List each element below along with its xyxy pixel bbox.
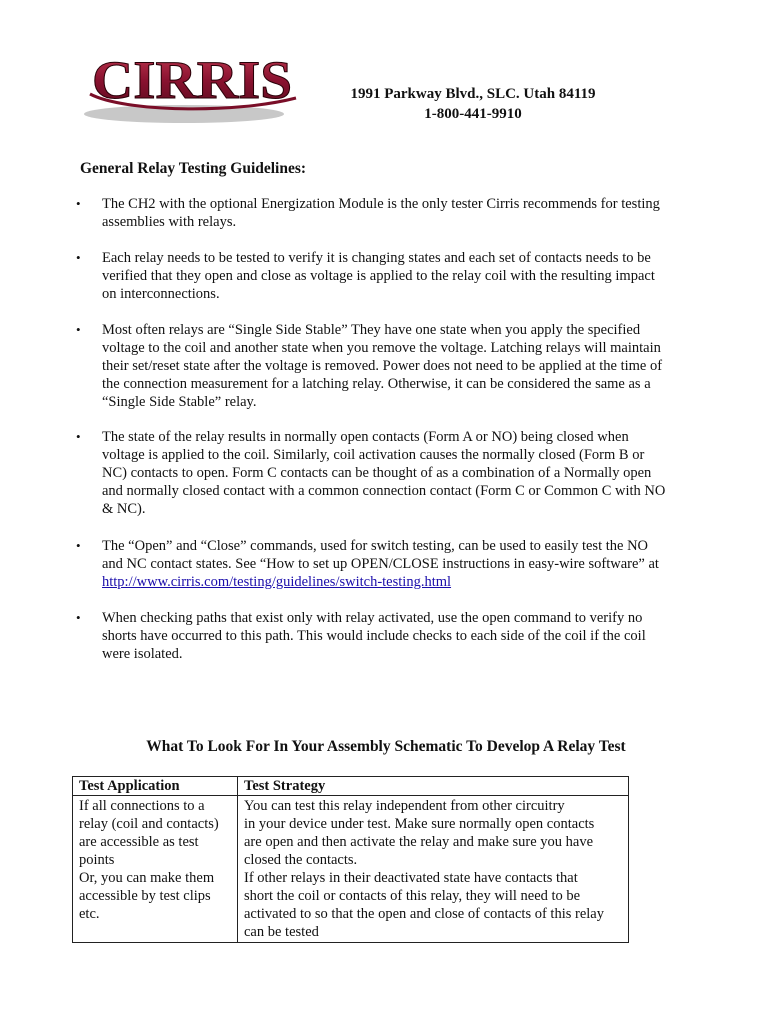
text-line: • Most often relays are “Single Side Stable” They have one state when you apply the specified (102, 322, 641, 338)
column-header-test-application: Test Application (73, 777, 238, 796)
column-header-test-strategy: Test Strategy (238, 777, 629, 796)
text-line: If other relays in their deactivated state have contacts that (244, 870, 578, 886)
company-address (318, 84, 628, 124)
text-line: shorts have occurred to this path. This would include checks to each side of the coil if the coil (102, 628, 646, 644)
guideline-item (76, 321, 696, 411)
cirris-logo (84, 54, 300, 130)
guideline-item (76, 609, 696, 663)
text-line: and normally closed contact with a common connection contact (Form C or Common C with NO (102, 483, 666, 499)
table-row (73, 796, 629, 943)
text-line: can be tested (244, 924, 319, 940)
text-line: short the coil or contacts of this relay, they will need to be (244, 888, 581, 904)
test-application-cell (73, 796, 238, 943)
phone-number: 1-800-441-9910 (424, 106, 522, 122)
text-line: assemblies with relays. (102, 214, 237, 230)
text-line: Or, you can make them (79, 870, 215, 886)
text-line: You can test this relay independent from other circuitry (244, 798, 565, 814)
text-line: • The state of the relay results in normally open contacts (Form A or NO) being closed when (102, 429, 629, 445)
guidelines-list (76, 195, 696, 681)
text-line: are open and then activate the relay and make sure you have (244, 834, 594, 850)
text-line: activated to so that the open and close of contacts of this relay (244, 906, 604, 922)
text-line: NC) contacts to open. Form C contacts can be thought of as a combination of a Normally open (102, 465, 652, 481)
guideline-item (76, 537, 696, 591)
text-line: “Single Side Stable” relay. (102, 394, 257, 410)
text-line: the connection measurement for a latching relay. Otherwise, it can be considered the same as a (102, 376, 651, 392)
logo-wordmark: CIRRIS (92, 54, 292, 110)
text-line: If all connections to a (79, 798, 205, 814)
guideline-item (76, 249, 696, 303)
guideline-item (76, 428, 696, 518)
text-line: closed the contacts. (244, 852, 358, 868)
text-line: • Each relay needs to be tested to verify it is changing states and each set of contacts needs to be (102, 250, 651, 266)
text-line: in your device under test. Make sure normally open contacts (244, 816, 595, 832)
text-line: points (79, 852, 115, 868)
text-line: & NC). (102, 501, 146, 517)
text-line: • The CH2 with the optional Energization Module is the only tester Cirris recommends for testing (102, 196, 660, 212)
schematic-table-heading: What To Look For In Your Assembly Schematic To Develop A Relay Test (146, 738, 626, 755)
text-line: voltage is applied to the coil. Similarly, coil activation causes the normally closed (Form B or (102, 447, 645, 463)
guideline-item (76, 195, 696, 231)
text-line: and NC contact states. See “How to set up OPEN/CLOSE instructions in easy-wire software” at (102, 556, 659, 572)
table-header-row (73, 777, 629, 796)
street-address: 1991 Parkway Blvd., SLC. Utah 84119 (350, 86, 596, 102)
text-line: etc. (79, 906, 100, 922)
text-line: verified that they open and close as voltage is applied to the relay coil with the resulting impact (102, 268, 655, 284)
relay-test-table (72, 776, 629, 943)
text-line: on interconnections. (102, 286, 220, 302)
text-line: • The “Open” and “Close” commands, used for switch testing, can be used to easily test the NO (102, 538, 649, 554)
guidelines-title: General Relay Testing Guidelines: (80, 160, 307, 177)
text-line: • When checking paths that exist only with relay activated, use the open command to verify no (102, 610, 643, 626)
switch-testing-link[interactable]: http://www.cirris.com/testing/guidelines/switch-testing.html (102, 574, 452, 590)
test-strategy-cell (238, 796, 629, 943)
text-line: relay (coil and contacts) (79, 816, 219, 832)
text-line: accessible by test clips (79, 888, 211, 904)
text-line: were isolated. (102, 646, 183, 662)
text-line: are accessible as test (79, 834, 199, 850)
text-line: voltage to the coil and another state when you remove the voltage. Latching relays will maintain (102, 340, 661, 356)
text-line: their set/reset state after the voltage is removed. Power does not need to be applied at the time of (102, 358, 663, 374)
